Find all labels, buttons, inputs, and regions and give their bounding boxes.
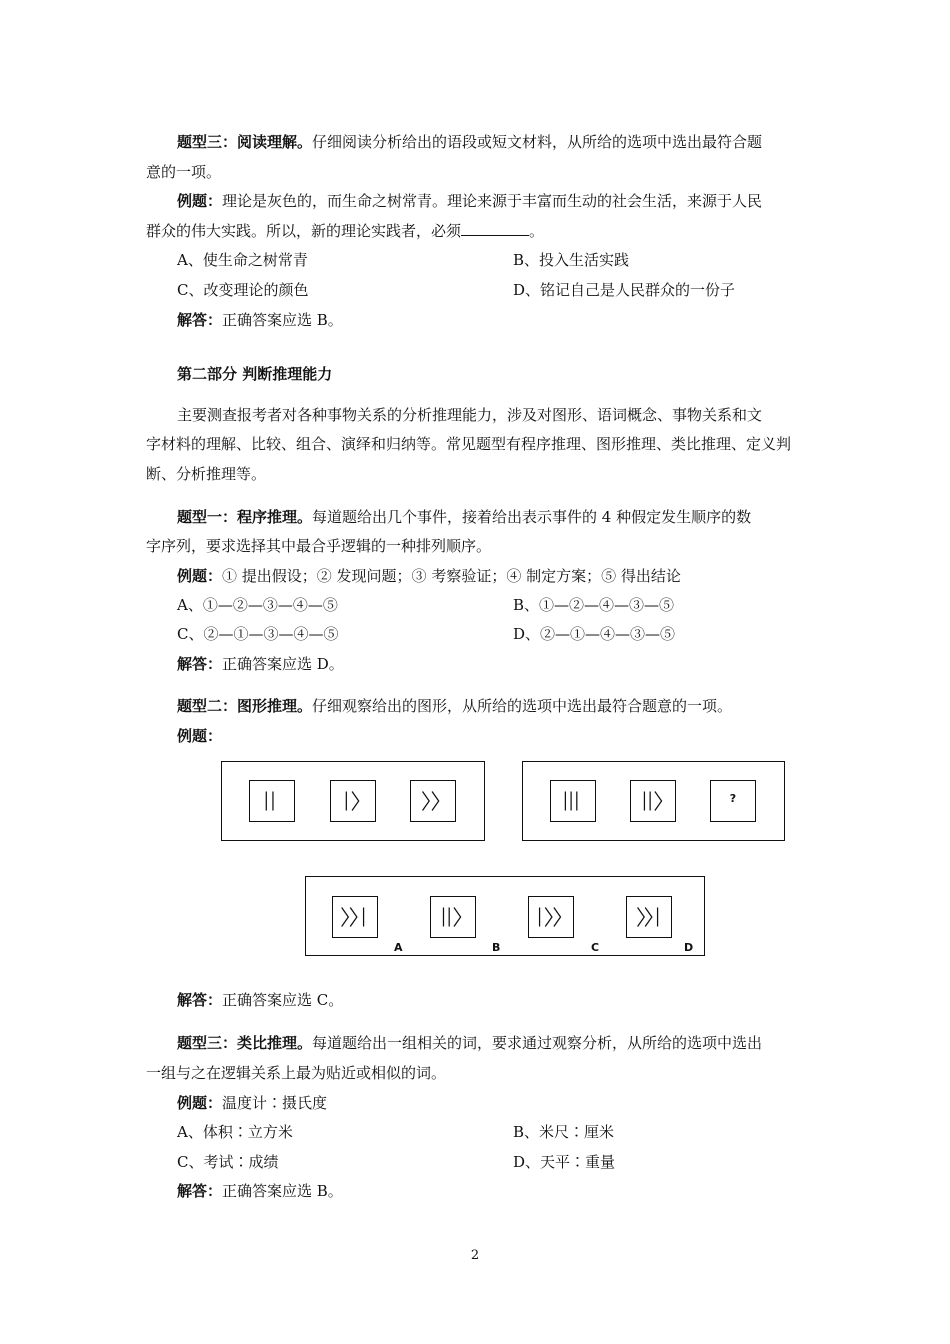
sequence-answer [177, 654, 344, 674]
reading-example-label: 例题： [177, 192, 223, 210]
sequence-answer-label: 解答： [177, 655, 223, 673]
reading-option-d: D、铭记自己是人民群众的一份子 [513, 281, 736, 299]
analogy-intro-line-1 [177, 1033, 762, 1053]
reading-example-line-2 [146, 221, 544, 241]
figure-option-c-cell [528, 896, 574, 938]
analogy-example [177, 1093, 327, 1113]
analogy-answer-label: 解答： [177, 1182, 223, 1200]
reading-option-a: A、使生命之树常青 [177, 251, 308, 269]
reading-intro-text: 仔细阅读分析给出的语段或短文材料，从所给的选项中选出最符合题 [312, 133, 763, 151]
sequence-intro-text: 每道题给出几个事件，接着给出表示事件的 4 种假定发生顺序的数 [312, 508, 752, 526]
sequence-example-label: 例题： [177, 567, 223, 585]
sequence-answer-text: 正确答案应选 D。 [222, 655, 344, 673]
page-number: 2 [470, 1248, 480, 1263]
figure-answer-text: 正确答案应选 C。 [222, 991, 344, 1009]
figure-option-b-cell [430, 896, 476, 938]
sequence-option-a: A、①—②—③—④—⑤ [177, 596, 338, 614]
reading-example-text-2: 群众的伟大实践。所以，新的理论实践者，必须 [146, 222, 462, 240]
figure-cell-4 [550, 780, 596, 822]
reading-example-line-1 [177, 191, 762, 211]
reading-option-c: C、改变理论的颜色 [177, 281, 309, 299]
analogy-example-label: 例题： [177, 1094, 223, 1112]
option-label-a: A [394, 941, 403, 954]
reading-intro-line-2: 意的一项。 [146, 163, 222, 181]
part2-intro-line-1: 主要测查报考者对各种事物关系的分析推理能力，涉及对图形、语词概念、事物关系和文 [177, 406, 763, 424]
sequence-example-text: ① 提出假设；② 发现问题；③ 考察验证；④ 制定方案；⑤ 得出结论 [222, 567, 681, 585]
sequence-option-d: D、②—①—④—③—⑤ [513, 625, 676, 643]
option-label-b: B [492, 941, 501, 954]
analogy-option-a: A、体积∶立方米 [177, 1123, 293, 1141]
reading-answer [177, 310, 343, 330]
analogy-option-b: B、米尺∶厘米 [513, 1123, 615, 1141]
part2-intro-line-2: 字材料的理解、比较、组合、演绎和归纳等。常见题型有程序推理、图形推理、类比推理、定义判 [146, 435, 792, 453]
part2-intro-line-3: 断、分析推理等。 [146, 465, 267, 483]
reading-intro-line-1 [177, 132, 762, 152]
analogy-option-c: C、考试∶成绩 [177, 1153, 279, 1171]
figure-answer-label: 解答： [177, 991, 223, 1009]
figure-option-d-cell [626, 896, 672, 938]
reading-answer-text: 正确答案应选 B。 [222, 311, 343, 329]
reading-heading: 题型三：阅读理解。 [177, 133, 313, 151]
sequence-example [177, 566, 681, 586]
figure-answer [177, 990, 343, 1010]
analogy-option-d: D、天平∶重量 [513, 1153, 616, 1171]
sequence-option-c: C、②—①—③—④—⑤ [177, 625, 339, 643]
option-label-d: D [684, 941, 694, 954]
figure-intro [177, 696, 732, 716]
option-label-c: C [591, 941, 600, 954]
sequence-intro-line-1 [177, 507, 751, 527]
figure-option-a-cell [332, 896, 378, 938]
figure-heading: 题型二：图形推理。 [177, 697, 313, 715]
analogy-example-text: 温度计∶摄氏度 [222, 1094, 328, 1112]
figure-cell-3 [410, 780, 456, 822]
reading-answer-label: 解答： [177, 311, 223, 329]
sequence-option-b: B、①—②—④—③—⑤ [513, 596, 675, 614]
analogy-intro-line-2: 一组与之在逻辑关系上最为贴近或相似的词。 [146, 1064, 447, 1082]
answer-blank [461, 221, 529, 236]
analogy-answer-text: 正确答案应选 B。 [222, 1182, 343, 1200]
question-mark: ? [729, 792, 737, 805]
analogy-answer [177, 1181, 343, 1201]
figure-example-label: 例题： [177, 727, 223, 745]
figure-cell-2 [330, 780, 376, 822]
analogy-intro-text: 每道题给出一组相关的词，要求通过观察分析，从所给的选项中选出 [312, 1034, 763, 1052]
figure-question-cell [710, 780, 756, 822]
figure-sequence-2 [522, 761, 785, 841]
figure-intro-text: 仔细观察给出的图形，从所给的选项中选出最符合题意的一项。 [312, 697, 733, 715]
sequence-heading: 题型一：程序推理。 [177, 508, 313, 526]
sequence-intro-line-2: 字序列，要求选择其中最合乎逻辑的一种排列顺序。 [146, 537, 492, 555]
reading-example-text: 理论是灰色的，而生命之树常青。理论来源于丰富而生动的社会生活，来源于人民 [222, 192, 763, 210]
part2-title: 第二部分 判断推理能力 [177, 365, 333, 383]
reading-example-end: 。 [529, 222, 545, 240]
figure-cell-1 [249, 780, 295, 822]
reading-option-b: B、投入生活实践 [513, 251, 630, 269]
figure-cell-5 [630, 780, 676, 822]
figure-options [305, 876, 705, 956]
analogy-heading: 题型三：类比推理。 [177, 1034, 313, 1052]
figure-sequence-1 [221, 761, 485, 841]
